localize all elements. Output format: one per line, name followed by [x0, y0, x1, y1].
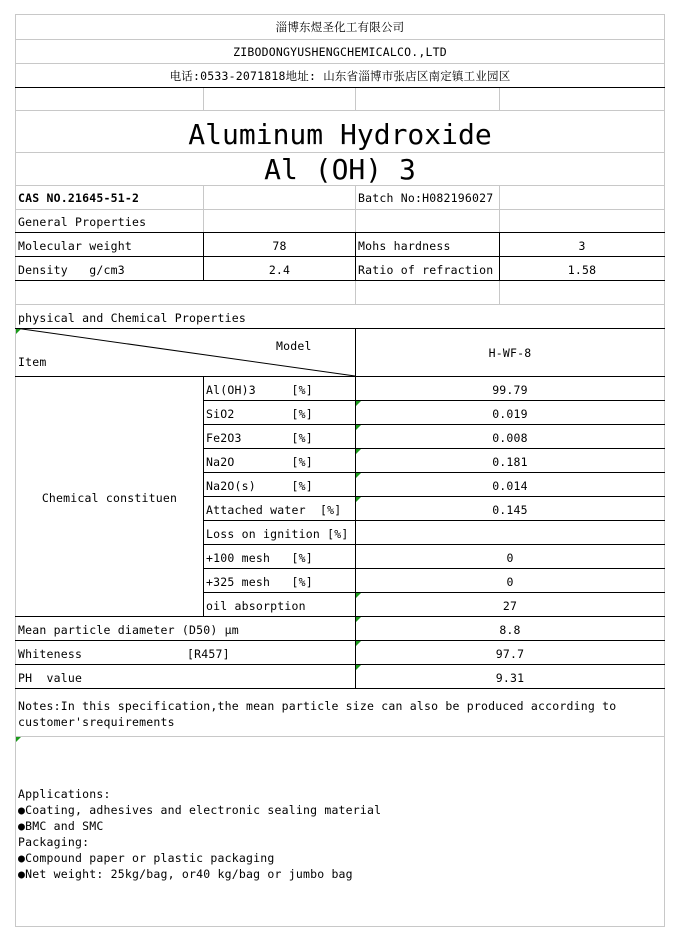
cell-marker: [356, 641, 361, 646]
model-header: Model: [276, 339, 312, 353]
product-title: Aluminum Hydroxide: [188, 118, 492, 151]
table-row-value: 99.79: [492, 383, 528, 397]
table-row-name: Attached water [%]: [206, 503, 342, 517]
applications-heading: Applications:: [18, 787, 111, 801]
density-label: Density g/cm3: [18, 263, 125, 277]
grid-line: [355, 281, 356, 304]
cell-marker: [356, 617, 361, 622]
company-name-cn: 淄博东煜圣化工有限公司: [275, 20, 405, 34]
frame-bottom: [15, 926, 665, 927]
chemical-constituent-label: Chemical constituen: [41, 491, 178, 505]
grid-line: [15, 209, 665, 210]
rule: [203, 400, 665, 401]
cell-marker: [356, 497, 361, 502]
cell-marker: [356, 665, 361, 670]
rule: [203, 520, 665, 521]
packaging-heading: Packaging:: [18, 835, 90, 849]
table-row-value: 0.008: [492, 431, 528, 445]
properties-heading: physical and Chemical Properties: [18, 311, 246, 325]
rule: [203, 424, 665, 425]
rule: [15, 616, 665, 617]
table-row-value: 0: [506, 551, 514, 565]
rule: [15, 664, 665, 665]
grid-line: [355, 88, 356, 110]
rule: [203, 592, 665, 593]
application-item: ●Coating, adhesives and electronic sealing material: [18, 803, 382, 817]
batch-number: Batch No:H082196027: [358, 191, 494, 205]
refraction-label: Ratio of refraction: [358, 263, 494, 277]
table-row-value: 0.019: [492, 407, 528, 421]
table-row-name: Na2O(s) [%]: [206, 479, 313, 493]
grid-line: [203, 88, 204, 110]
molecular-weight-label: Molecular weight: [18, 239, 132, 253]
table-row-name: Loss on ignition [%]: [206, 527, 349, 541]
rule: [15, 688, 665, 689]
cell-marker: [356, 425, 361, 430]
cell-marker: [356, 449, 361, 454]
packaging-item: ●Compound paper or plastic packaging: [18, 851, 275, 865]
grid-line: [499, 186, 500, 232]
rule: [203, 568, 665, 569]
table-row-name: +100 mesh [%]: [206, 551, 313, 565]
rule: [203, 544, 665, 545]
cell-marker: [16, 737, 21, 742]
grid-line: [15, 39, 665, 40]
company-contact: 电话:0533-2071818地址: 山东省淄博市张店区南定镇工业园区: [169, 69, 511, 83]
rule: [15, 640, 665, 641]
cell-marker: [356, 593, 361, 598]
mohs-hardness-label: Mohs hardness: [358, 239, 451, 253]
notes-line-1: Notes:In this specification,the mean particle size can also be produced according to: [18, 699, 617, 713]
table-row-value: 0.145: [492, 503, 528, 517]
grid-line: [499, 281, 500, 304]
model-value: H-WF-8: [488, 346, 532, 360]
grid-line: [499, 88, 500, 110]
table-row-name: oil absorption: [206, 599, 306, 613]
rule: [203, 448, 665, 449]
notes-line-2: customer'srequirements: [18, 715, 175, 729]
table-row-value: 27: [502, 599, 518, 613]
rule: [15, 87, 665, 88]
table-row-name: Al(OH)3 [%]: [206, 383, 313, 397]
grid-line: [15, 63, 665, 64]
frame-top: [15, 14, 665, 15]
table-row-name: SiO2 [%]: [206, 407, 313, 421]
mean-particle-label: Mean particle diameter (D50) μm: [18, 623, 239, 637]
grid-line: [15, 304, 665, 305]
whiteness-unit: [R457]: [187, 647, 230, 661]
ph-label: PH value: [18, 671, 83, 685]
rule: [355, 232, 356, 280]
refraction-value: 1.58: [567, 263, 597, 277]
density-value: 2.4: [268, 263, 291, 277]
table-row-value: 0: [506, 575, 514, 589]
table-row-name: Fe2O3 [%]: [206, 431, 313, 445]
ph-value: 9.31: [495, 671, 525, 685]
table-row-value: 0.014: [492, 479, 528, 493]
mohs-hardness-value: 3: [578, 239, 586, 253]
rule: [203, 496, 665, 497]
item-header: Item: [18, 355, 47, 369]
application-item: ●BMC and SMC: [18, 819, 104, 833]
cell-marker: [356, 473, 361, 478]
product-formula: Al (OH) 3: [264, 153, 416, 186]
general-properties-heading: General Properties: [18, 215, 147, 229]
table-row-value: 0.181: [492, 455, 528, 469]
packaging-item: ●Net weight: 25kg/bag, or40 kg/bag or jumbo bag: [18, 867, 353, 881]
rule: [15, 280, 665, 281]
cas-number: CAS NO.21645-51-2: [18, 191, 140, 205]
rule: [15, 232, 665, 233]
company-name-en: ZIBODONGYUSHENGCHEMICALCO.,LTD: [233, 45, 447, 59]
grid-line: [355, 186, 356, 232]
rule: [15, 256, 665, 257]
cell-marker: [356, 401, 361, 406]
whiteness-value: 97.7: [495, 647, 525, 661]
table-row-name: Na2O [%]: [206, 455, 313, 469]
molecular-weight-value: 78: [272, 239, 287, 253]
rule: [203, 472, 665, 473]
table-row-name: +325 mesh [%]: [206, 575, 313, 589]
mean-particle-value: 8.8: [499, 623, 521, 637]
grid-line: [15, 736, 665, 737]
grid-line: [15, 110, 665, 111]
whiteness-label: Whiteness: [18, 647, 83, 661]
